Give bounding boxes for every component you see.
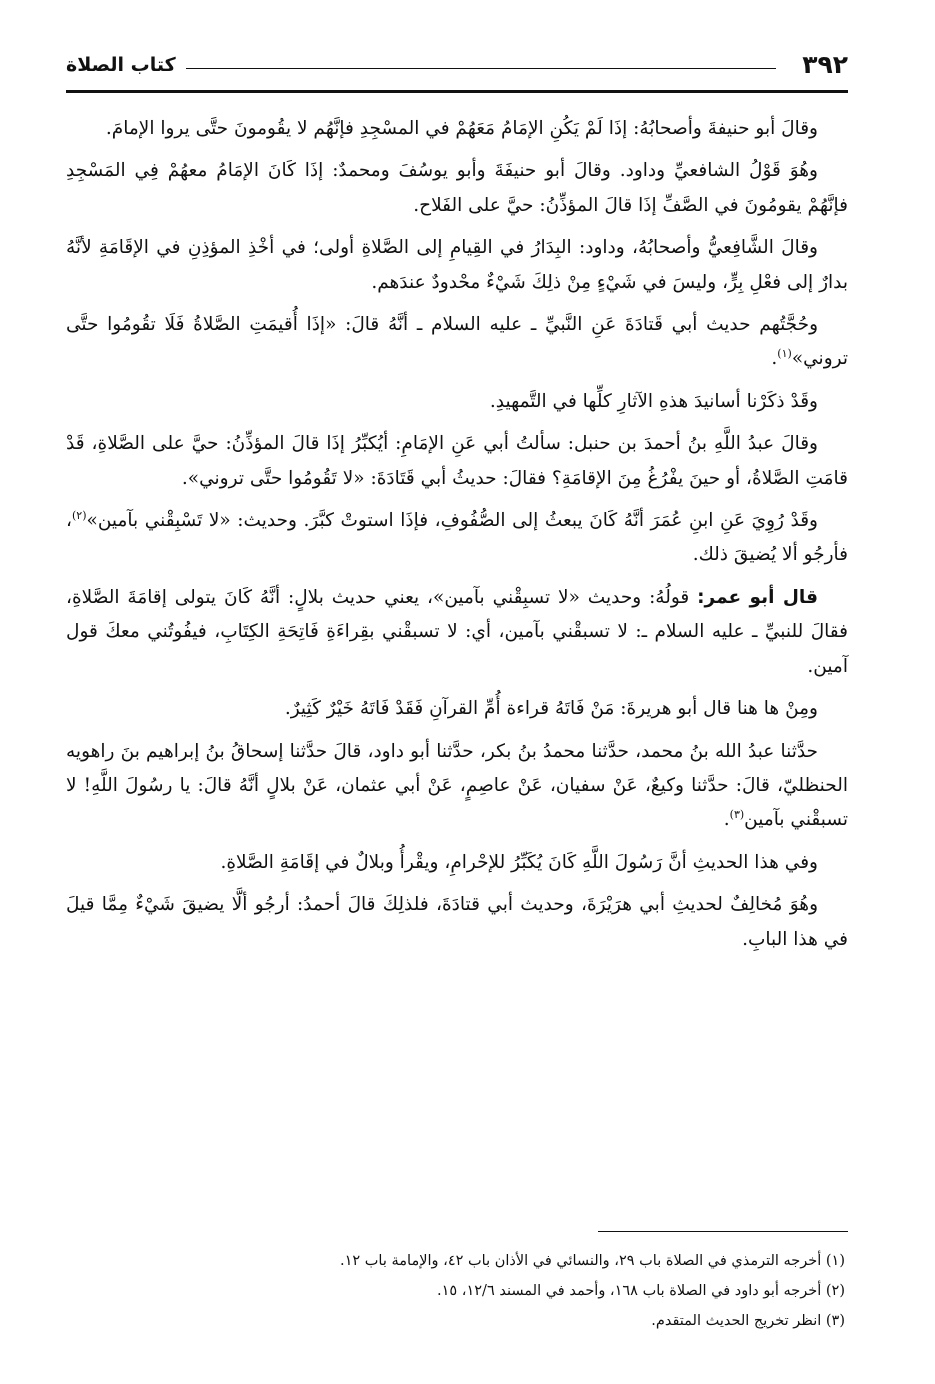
footnote-marker[interactable]: (٢) [71, 508, 87, 522]
paragraph [66, 735, 848, 838]
footnote-item: (٣) انظر تخريج الحديث المتقدم. [651, 1313, 845, 1329]
footnote-marker[interactable]: (٣) [729, 808, 745, 822]
paragraph [66, 231, 848, 300]
page-header [66, 48, 848, 84]
paragraph [66, 308, 848, 377]
paragraph-text: وقالَ عبدُ اللَّهِ بنُ أحمدَ بن حنبل: سألتُ أبي عَنِ الإمَامِ: أيُكبِّرُ إذَا قالَ المؤذِّنُ: حيَّ على الصَّلاةِ، قَدْ قامَتِ الصَّلاةُ، أو حينَ يفْرُغُ مِنَ الإقامَةِ؟ فقالَ: حديثُ أبي قَتَادَةَ: «لا تَقُومُوا حتَّى تروني». [66, 433, 848, 489]
paragraph-lead: قال أبو عمر: [697, 586, 818, 608]
paragraph-text: وقالَ أبو حنيفةَ وأصحابُهُ: إذَا لَمْ يَكُنِ الإمَامُ مَعَهُمْ في المسْجِدِ فإنَّهُم لا يقُومونَ حتَّى يروا الإمامَ. [105, 118, 818, 139]
paragraph [66, 427, 848, 496]
paragraph [66, 112, 848, 146]
footnote-item: (٢) أخرجه أبو داود في الصلاة باب ١٦٨، وأحمد في المسند ١٢/٦، ١٥. [437, 1283, 845, 1299]
paragraph-text: وقَدْ ذكَرْنا أسانيدَ هذهِ الآثارِ كلِّها في التَّمهيدِ. [489, 390, 818, 412]
page-number: ٣٩٢ [802, 50, 848, 79]
paragraph [66, 581, 848, 684]
paragraph-text: وهُوَ قَوْلُ الشافعيِّ وداود. وقالَ أبو حنيفَةَ وأبو يوسُفَ ومحمدٌ: إذَا كَانَ الإمَامُ معهُمْ فِي المَسْجِدِ فإنَّهُمْ يقومُونَ في الصَّفِّ إذَا قالَ المؤذِّنُ: حيَّ على الفَلاح. [66, 160, 848, 216]
paragraph [66, 385, 848, 419]
footnotes [90, 1246, 845, 1336]
paragraph [66, 888, 848, 957]
paragraph [66, 504, 848, 573]
header-divider [66, 90, 848, 93]
paragraph-text: قولُهُ: وحديث «لا تسبِقْني بآمين»، يعني حديث بلالٍ: أنَّهُ كَانَ يتولى إقامَةَ الصَّلاةِ، فقالَ للنبيِّ ـ عليه السلام ـ: لا تسبقْني بآمين، أي: لا تسبقْني بقِراءَةِ فَاتِحَةِ الكِتَابِ، فيفُوتُني معكَ قول آمين. [66, 586, 848, 677]
paragraph-text: وقالَ الشَّافِعيُّ وأصحابُهُ، وداود: البِدَارُ في القِيامِ إلى الصَّلاةِ أولى؛ في أخْذِ المؤذِنِ في الإقَامَةِ لأنَّهُ بدارٌ إلى فعْلِ بِرٍّ، وليسَ في شَيْءٍ مِنْ ذلِكَ شَيْءٌ محْدودٌ عندَهم. [66, 237, 848, 293]
header-thin-rule [186, 68, 776, 69]
paragraph-text: وهُوَ مُخالِفٌ لحديثِ أبي هرَيْرَةَ، وحديث أبي قتادَةَ، فلذلِكَ قالَ أحمدُ: أرجُو ألَّا يضيقَ شَيْءٌ مِمَّا قيلَ في هذا البابِ. [66, 894, 848, 950]
footnote-divider [598, 1231, 848, 1232]
footnote-item: (١) أخرجه الترمذي في الصلاة باب ٢٩، والنسائي في الأذان باب ٤٢، والإمامة باب ١٢. [339, 1253, 845, 1269]
running-title: كتاب الصلاة [66, 54, 176, 76]
paragraph-text: حدَّثنا عبدُ الله بنُ محمد، حدَّثنا محمدُ بنُ بكر، حدَّثنا أبو داود، قالَ حدَّثنا إسحاقُ بنُ إبراهيم بنَ راهويه الحنظليّ، قالَ: حدَّثنا وكيعٌ، عَنْ سفيان، عَنْ عاصِمٍ، عَنْ أبي عثمان، عَنْ بلالٍ أنَّهُ قالَ: يا رسُولَ اللَّهِ! لا تسبقْني بآمين [66, 740, 848, 831]
paragraph-text: ومِنْ ها هنا قال أبو هريرةَ: مَنْ فَاتَهُ قراءة أُمِّ القرآنِ فَقَدْ فَاتَهُ خَيْرٌ كَثِيرٌ. [284, 698, 818, 720]
paragraph-text: وفي هذا الحديثِ أنَّ رَسُولَ اللَّهِ كَانَ يُكَبِّرُ للإحْرامِ، ويقْرأُ وبلالٌ في إقَامَةِ الصَّلاةِ. [220, 851, 818, 873]
footnote-marker[interactable]: (١) [777, 347, 792, 361]
paragraph-tail: ، فأرجُو ألا يُضيقَ ذلك. [66, 510, 848, 566]
paragraph [66, 846, 848, 880]
paragraph [66, 154, 848, 223]
paragraph [66, 692, 848, 726]
paragraph-tail: . [771, 348, 778, 370]
paragraph-text: وقَدْ رُوِيَ عَنِ ابنِ عُمَرَ أنَّهُ كَانَ يبعثُ إلى الصُّفُوفِ، فإذَا استوتْ كبَّرَ. وحديث: «لا تَسْبِقْني بآمين» [86, 510, 818, 532]
paragraph-text: وحُجَّتُهم حديث أبي قَتادَةَ عَنِ النَّبيِّ ـ عليه السلام ـ أنَّهُ قالَ: «إذَا أُقيمَتِ الصَّلاةُ فَلَا تقُومُوا حتَّى تروني» [66, 314, 848, 370]
main-text [66, 112, 848, 965]
paragraph-tail: . [723, 809, 730, 831]
